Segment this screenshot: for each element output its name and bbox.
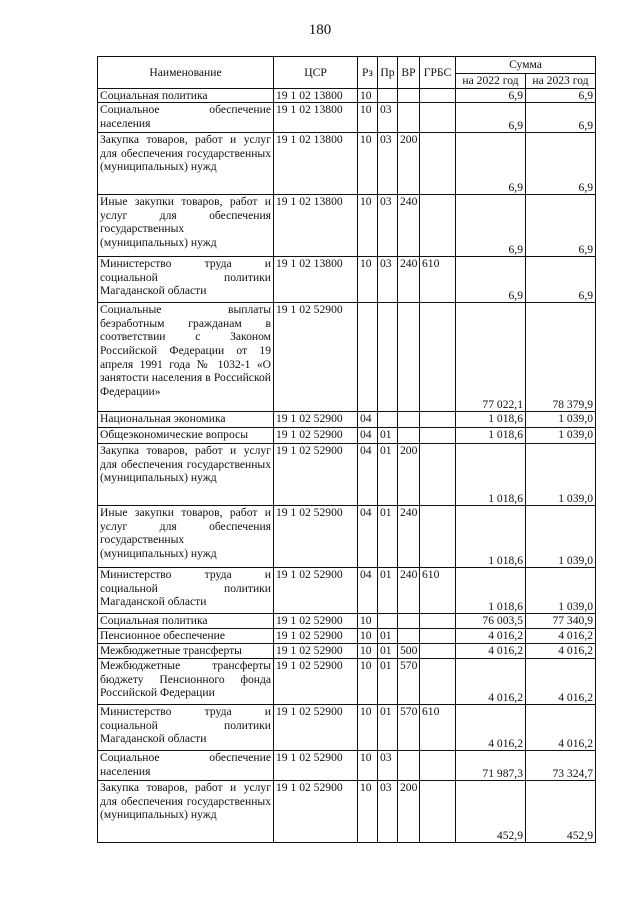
row-pr bbox=[378, 614, 398, 629]
row-pr: 01 bbox=[378, 428, 398, 444]
row-csr: 19 1 02 52900 bbox=[274, 428, 358, 444]
row-grbs bbox=[420, 781, 456, 843]
row-rz: 10 bbox=[358, 195, 378, 257]
row-csr: 19 1 02 52900 bbox=[274, 644, 358, 659]
row-amount-2023: 4 016,2 bbox=[526, 644, 596, 659]
row-amount-2022: 77 022,1 bbox=[456, 303, 526, 412]
row-pr: 03 bbox=[378, 195, 398, 257]
row-csr: 19 1 02 52900 bbox=[274, 506, 358, 568]
row-pr: 01 bbox=[378, 644, 398, 659]
header-rz: Рз bbox=[358, 57, 378, 89]
row-amount-2022: 6,9 bbox=[456, 88, 526, 103]
header-grbs: ГРБС bbox=[420, 57, 456, 89]
row-grbs bbox=[420, 751, 456, 781]
row-csr: 19 1 02 52900 bbox=[274, 614, 358, 629]
row-name: Министерство труда и социальной политики Магаданской области bbox=[98, 568, 274, 614]
table-row bbox=[98, 195, 596, 257]
row-pr: 03 bbox=[378, 103, 398, 133]
row-grbs bbox=[420, 506, 456, 568]
row-vr bbox=[398, 103, 420, 133]
row-rz: 10 bbox=[358, 705, 378, 751]
row-vr: 200 bbox=[398, 133, 420, 195]
row-vr bbox=[398, 428, 420, 444]
row-csr: 19 1 02 52900 bbox=[274, 659, 358, 705]
row-csr: 19 1 02 52900 bbox=[274, 412, 358, 428]
row-amount-2023: 6,9 bbox=[526, 257, 596, 303]
row-amount-2023: 1 039,0 bbox=[526, 568, 596, 614]
row-vr bbox=[398, 88, 420, 103]
row-name: Закупка товаров, работ и услуг для обеспечения государственных (муниципальных) нужд bbox=[98, 444, 274, 506]
row-amount-2022: 4 016,2 bbox=[456, 659, 526, 705]
row-vr: 240 bbox=[398, 257, 420, 303]
row-name: Национальная экономика bbox=[98, 412, 274, 428]
row-grbs bbox=[420, 412, 456, 428]
row-pr: 01 bbox=[378, 444, 398, 506]
table-row bbox=[98, 644, 596, 659]
row-amount-2023: 1 039,0 bbox=[526, 412, 596, 428]
row-pr: 03 bbox=[378, 133, 398, 195]
row-rz: 04 bbox=[358, 568, 378, 614]
row-pr bbox=[378, 88, 398, 103]
table-row bbox=[98, 659, 596, 705]
row-rz: 10 bbox=[358, 751, 378, 781]
row-rz: 10 bbox=[358, 257, 378, 303]
row-amount-2023: 6,9 bbox=[526, 133, 596, 195]
row-amount-2022: 76 003,5 bbox=[456, 614, 526, 629]
row-name: Социальное обеспечение населения bbox=[98, 103, 274, 133]
row-amount-2023: 6,9 bbox=[526, 195, 596, 257]
table-row bbox=[98, 257, 596, 303]
row-name: Межбюджетные трансферты bbox=[98, 644, 274, 659]
row-amount-2023: 73 324,7 bbox=[526, 751, 596, 781]
row-rz: 10 bbox=[358, 133, 378, 195]
header-csr: ЦСР bbox=[274, 57, 358, 89]
table-row bbox=[98, 568, 596, 614]
row-amount-2022: 4 016,2 bbox=[456, 629, 526, 644]
header-name: Наименование bbox=[98, 57, 274, 89]
row-amount-2023: 452,9 bbox=[526, 781, 596, 843]
row-csr: 19 1 02 52900 bbox=[274, 568, 358, 614]
table-row bbox=[98, 412, 596, 428]
header-year-2023: на 2023 год bbox=[526, 74, 596, 89]
row-name: Социальные выплаты безработным гражданам в соответствии с Законом Российской Федерации от 19 апреля 1991 года № 1032-1 «О занятости населения в Российской Федерации» bbox=[98, 303, 274, 412]
row-amount-2022: 6,9 bbox=[456, 257, 526, 303]
row-rz: 04 bbox=[358, 506, 378, 568]
row-rz: 10 bbox=[358, 659, 378, 705]
table-row bbox=[98, 103, 596, 133]
row-csr: 19 1 02 52900 bbox=[274, 629, 358, 644]
row-amount-2023: 77 340,9 bbox=[526, 614, 596, 629]
row-amount-2022: 452,9 bbox=[456, 781, 526, 843]
row-amount-2022: 1 018,6 bbox=[456, 444, 526, 506]
row-rz: 10 bbox=[358, 88, 378, 103]
row-pr: 01 bbox=[378, 705, 398, 751]
row-amount-2023: 1 039,0 bbox=[526, 428, 596, 444]
row-name: Межбюджетные трансферты бюджету Пенсионного фонда Российской Федерации bbox=[98, 659, 274, 705]
row-csr: 19 1 02 52900 bbox=[274, 705, 358, 751]
row-amount-2022: 1 018,6 bbox=[456, 412, 526, 428]
table-row bbox=[98, 629, 596, 644]
page-number: 180 bbox=[308, 22, 332, 38]
row-grbs bbox=[420, 133, 456, 195]
row-vr: 240 bbox=[398, 506, 420, 568]
row-csr: 19 1 02 13800 bbox=[274, 88, 358, 103]
table-row bbox=[98, 751, 596, 781]
row-rz bbox=[358, 303, 378, 412]
row-pr: 03 bbox=[378, 781, 398, 843]
row-pr bbox=[378, 412, 398, 428]
row-rz: 04 bbox=[358, 412, 378, 428]
row-grbs bbox=[420, 303, 456, 412]
row-vr: 570 bbox=[398, 705, 420, 751]
row-amount-2022: 6,9 bbox=[456, 103, 526, 133]
budget-table bbox=[97, 56, 596, 843]
table-body bbox=[98, 88, 596, 843]
table-row bbox=[98, 506, 596, 568]
header-sum: Сумма bbox=[456, 57, 596, 74]
row-name: Пенсионное обеспечение bbox=[98, 629, 274, 644]
table-row bbox=[98, 303, 596, 412]
row-rz: 10 bbox=[358, 781, 378, 843]
row-amount-2022: 1 018,6 bbox=[456, 568, 526, 614]
row-vr: 200 bbox=[398, 444, 420, 506]
row-rz: 04 bbox=[358, 428, 378, 444]
header-year-2022: на 2022 год bbox=[456, 74, 526, 89]
row-amount-2022: 1 018,6 bbox=[456, 506, 526, 568]
table-row bbox=[98, 133, 596, 195]
row-amount-2022: 71 987,3 bbox=[456, 751, 526, 781]
row-csr: 19 1 02 13800 bbox=[274, 103, 358, 133]
row-vr bbox=[398, 751, 420, 781]
row-amount-2023: 6,9 bbox=[526, 103, 596, 133]
row-vr bbox=[398, 629, 420, 644]
row-pr: 01 bbox=[378, 506, 398, 568]
row-name: Социальная политика bbox=[98, 88, 274, 103]
row-pr: 01 bbox=[378, 629, 398, 644]
row-vr bbox=[398, 303, 420, 412]
row-vr bbox=[398, 412, 420, 428]
table-row bbox=[98, 444, 596, 506]
row-csr: 19 1 02 52900 bbox=[274, 303, 358, 412]
row-amount-2023: 4 016,2 bbox=[526, 705, 596, 751]
table-row bbox=[98, 781, 596, 843]
row-name: Министерство труда и социальной политики Магаданской области bbox=[98, 257, 274, 303]
row-csr: 19 1 02 52900 bbox=[274, 751, 358, 781]
row-grbs bbox=[420, 629, 456, 644]
row-rz: 10 bbox=[358, 629, 378, 644]
row-amount-2023: 1 039,0 bbox=[526, 444, 596, 506]
row-amount-2023: 78 379,9 bbox=[526, 303, 596, 412]
row-csr: 19 1 02 52900 bbox=[274, 444, 358, 506]
row-grbs bbox=[420, 614, 456, 629]
row-amount-2023: 4 016,2 bbox=[526, 659, 596, 705]
row-pr bbox=[378, 303, 398, 412]
table-row bbox=[98, 428, 596, 444]
row-grbs bbox=[420, 444, 456, 506]
row-amount-2023: 4 016,2 bbox=[526, 629, 596, 644]
header-pr: Пр bbox=[378, 57, 398, 89]
row-csr: 19 1 02 52900 bbox=[274, 781, 358, 843]
row-csr: 19 1 02 13800 bbox=[274, 133, 358, 195]
row-name: Иные закупки товаров, работ и услуг для обеспечения государственных (муниципальных) нужд bbox=[98, 195, 274, 257]
header-vr: ВР bbox=[398, 57, 420, 89]
table-row bbox=[98, 705, 596, 751]
row-name: Социальное обеспечение населения bbox=[98, 751, 274, 781]
row-grbs bbox=[420, 88, 456, 103]
row-vr: 500 bbox=[398, 644, 420, 659]
row-amount-2022: 1 018,6 bbox=[456, 428, 526, 444]
row-vr: 240 bbox=[398, 568, 420, 614]
row-amount-2022: 6,9 bbox=[456, 133, 526, 195]
row-grbs: 610 bbox=[420, 705, 456, 751]
row-name: Закупка товаров, работ и услуг для обеспечения государственных (муниципальных) нужд bbox=[98, 133, 274, 195]
row-name: Общеэкономические вопросы bbox=[98, 428, 274, 444]
row-amount-2023: 1 039,0 bbox=[526, 506, 596, 568]
row-name: Закупка товаров, работ и услуг для обеспечения государственных (муниципальных) нужд bbox=[98, 781, 274, 843]
row-rz: 10 bbox=[358, 644, 378, 659]
table-row bbox=[98, 614, 596, 629]
row-grbs bbox=[420, 195, 456, 257]
row-vr: 200 bbox=[398, 781, 420, 843]
row-csr: 19 1 02 13800 bbox=[274, 257, 358, 303]
row-rz: 04 bbox=[358, 444, 378, 506]
row-pr: 03 bbox=[378, 257, 398, 303]
row-grbs bbox=[420, 659, 456, 705]
row-pr: 01 bbox=[378, 659, 398, 705]
row-amount-2022: 6,9 bbox=[456, 195, 526, 257]
row-grbs bbox=[420, 644, 456, 659]
row-vr bbox=[398, 614, 420, 629]
row-pr: 01 bbox=[378, 568, 398, 614]
row-amount-2023: 6,9 bbox=[526, 88, 596, 103]
row-csr: 19 1 02 13800 bbox=[274, 195, 358, 257]
row-name: Иные закупки товаров, работ и услуг для обеспечения государственных (муниципальных) нужд bbox=[98, 506, 274, 568]
row-name: Социальная политика bbox=[98, 614, 274, 629]
row-pr: 03 bbox=[378, 751, 398, 781]
row-grbs: 610 bbox=[420, 568, 456, 614]
row-amount-2022: 4 016,2 bbox=[456, 705, 526, 751]
row-rz: 10 bbox=[358, 614, 378, 629]
row-rz: 10 bbox=[358, 103, 378, 133]
row-vr: 240 bbox=[398, 195, 420, 257]
table-row bbox=[98, 88, 596, 103]
row-grbs: 610 bbox=[420, 257, 456, 303]
row-grbs bbox=[420, 103, 456, 133]
row-vr: 570 bbox=[398, 659, 420, 705]
row-grbs bbox=[420, 428, 456, 444]
row-amount-2022: 4 016,2 bbox=[456, 644, 526, 659]
row-name: Министерство труда и социальной политики Магаданской области bbox=[98, 705, 274, 751]
